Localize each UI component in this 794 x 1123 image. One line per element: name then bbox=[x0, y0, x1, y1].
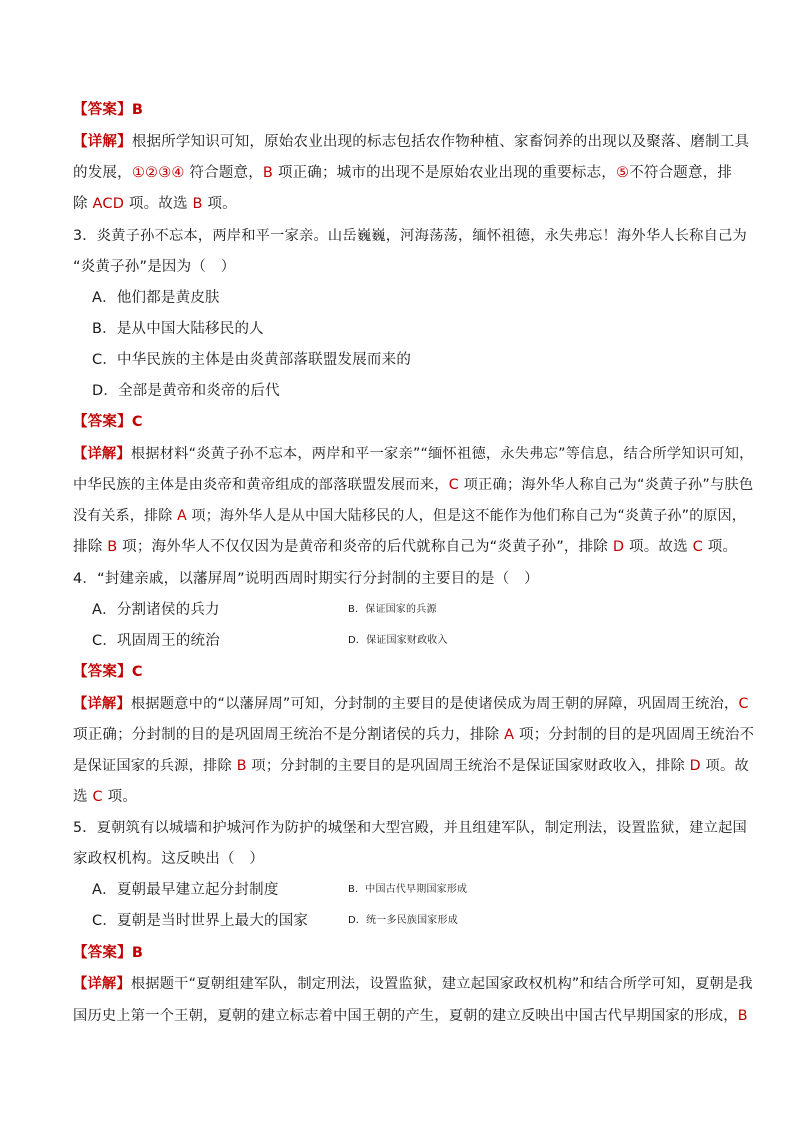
detail-line bbox=[73, 974, 753, 994]
highlight-text: ①②③④ bbox=[131, 165, 185, 181]
detail-text: 不符合题意，排 bbox=[629, 165, 733, 181]
detail-line bbox=[73, 132, 750, 152]
highlight-text: C bbox=[448, 477, 459, 493]
question-stem: “炎黄子孙”是因为（ ） bbox=[73, 259, 236, 275]
answer-value: B bbox=[131, 945, 144, 961]
detail-text: 项；海外华人是从中国大陆移民的人，但是这不能作为他们称自己为“炎黄子孙”的原因， bbox=[186, 508, 746, 524]
detail-text: 根据所学知识可知，原始农业出现的标志包括农作物种植、家畜饲养的出现以及聚落、磨制工具 bbox=[131, 134, 750, 150]
answer-line bbox=[73, 412, 733, 432]
detail-text: 项。故选 bbox=[624, 539, 693, 555]
option-d: D．全部是黄帝和炎帝的后代 bbox=[92, 383, 280, 399]
highlight-text: B bbox=[262, 165, 274, 181]
answer-tag: 【答案】 bbox=[73, 414, 132, 430]
detail-tag: 【详解】 bbox=[73, 696, 131, 712]
detail-text: 项；分封制的主要目的是巩固周王统治不是保证国家财政收入，排除 bbox=[246, 758, 690, 774]
detail-text: 除 bbox=[73, 196, 93, 212]
detail-line bbox=[73, 537, 738, 557]
detail-text: 项。故 bbox=[700, 758, 749, 774]
highlight-text: C bbox=[692, 539, 703, 555]
detail-line bbox=[73, 444, 754, 464]
detail-text: 项。 bbox=[102, 789, 138, 805]
highlight-text: B bbox=[236, 758, 247, 774]
option-a: A．分割诸侯的兵力 bbox=[92, 602, 220, 618]
detail-tag: 【详解】 bbox=[73, 446, 131, 462]
answer-value: B bbox=[131, 102, 144, 118]
highlight-text: A bbox=[177, 508, 187, 524]
option-b: B．是从中国大陆移民的人 bbox=[92, 321, 264, 337]
detail-line bbox=[73, 506, 746, 526]
answer-tag: 【答案】 bbox=[73, 664, 132, 680]
detail-text: 根据材料“炎黄子孙不忘本，两岸和平一家亲”“缅怀祖德，永失弗忘”等信息，结合所学知识可知， bbox=[130, 446, 754, 462]
question-stem: 家政权机构。这反映出（ ） bbox=[73, 851, 265, 867]
detail-text: 项；海外华人不仅仅因为是黄帝和炎帝的后代就称自己为“炎黄子孙”，排除 bbox=[117, 539, 613, 555]
detail-line bbox=[73, 756, 749, 776]
highlight-text: B bbox=[107, 539, 118, 555]
detail-line bbox=[73, 1006, 748, 1026]
detail-line bbox=[73, 787, 733, 807]
highlight-text: ⑤ bbox=[616, 165, 630, 181]
highlight-text: D bbox=[612, 539, 625, 555]
detail-line bbox=[73, 475, 754, 495]
highlight-text: C bbox=[738, 696, 749, 712]
answer-value: C bbox=[131, 414, 143, 430]
detail-text: 中华民族的主体是由炎帝和黄帝组成的部落联盟发展而来， bbox=[73, 477, 449, 493]
detail-text: 项正确；城市的出现不是原始农业出现的重要标志， bbox=[273, 165, 616, 181]
question-stem: 4．“封建亲戚，以藩屏周”说明西周时期实行分封制的主要目的是（ ） bbox=[73, 571, 539, 587]
option-c: C．中华民族的主体是由炎黄部落联盟发展而来的 bbox=[92, 352, 412, 368]
option-a: A．夏朝最早建立起分封制度 bbox=[92, 882, 279, 898]
option-d: D．统一多民族国家形成 bbox=[348, 915, 458, 926]
option-d: D．保证国家财政收入 bbox=[348, 635, 448, 646]
detail-line bbox=[73, 194, 733, 214]
option-b: B．保证国家的兵源 bbox=[348, 604, 437, 615]
answer-tag: 【答案】 bbox=[73, 945, 132, 961]
highlight-text: ACD bbox=[92, 196, 125, 212]
detail-line bbox=[73, 694, 749, 714]
detail-text: 根据题意中的“以藩屏周”可知，分封制的主要目的是使诸侯成为周王朝的屏障，巩固周王统治， bbox=[130, 696, 739, 712]
option-b: B．中国古代早期国家形成 bbox=[348, 884, 468, 895]
detail-text: 符合题意， bbox=[184, 165, 263, 181]
detail-text: 根据题干“夏朝组建军队，制定刑法，设置监狱，建立起国家政权机构”和结合所学可知，夏朝是我 bbox=[130, 976, 753, 992]
option-a: A．他们都是黄皮肤 bbox=[92, 290, 220, 306]
question-stem: 5．夏朝筑有以城墙和护城河作为防护的城堡和大型宫殿，并且组建军队，制定刑法，设置监狱，建立起国 bbox=[73, 820, 747, 836]
answer-tag: 【答案】 bbox=[73, 102, 132, 118]
detail-line bbox=[73, 725, 755, 745]
question-stem: 3．炎黄子孙不忘本，两岸和平一家亲。山岳巍巍，河海荡荡，缅怀祖德，永失弗忘！海外华人长称自己为 bbox=[73, 228, 747, 244]
answer-line bbox=[73, 943, 733, 963]
highlight-text: C bbox=[92, 789, 103, 805]
detail-tag: 【详解】 bbox=[73, 976, 131, 992]
detail-text: 项。 bbox=[702, 539, 738, 555]
answer-value: C bbox=[131, 664, 143, 680]
detail-text: 项正确；海外华人称自己为“炎黄子孙”与肤色 bbox=[458, 477, 754, 493]
detail-text: 排除 bbox=[73, 539, 108, 555]
detail-text: 选 bbox=[73, 789, 93, 805]
detail-tag: 【详解】 bbox=[73, 134, 132, 150]
answer-line bbox=[73, 100, 733, 120]
detail-text: 项正确；分封制的目的是巩固周王统治不是分割诸侯的兵力，排除 bbox=[73, 727, 505, 743]
detail-text: 项；分封制的目的是巩固周王统治不 bbox=[514, 727, 755, 743]
highlight-text: A bbox=[504, 727, 515, 743]
option-c: C．巩固周王的统治 bbox=[92, 633, 220, 649]
detail-text: 没有关系，排除 bbox=[73, 508, 178, 524]
answer-line bbox=[73, 662, 733, 682]
option-c: C．夏朝是当时世界上最大的国家 bbox=[92, 913, 309, 929]
detail-text: 项。故选 bbox=[124, 196, 193, 212]
detail-text: 项。 bbox=[202, 196, 237, 212]
highlight-text: D bbox=[689, 758, 701, 774]
detail-text: 国历史上第一个王朝，夏朝的建立标志着中国王朝的产生，夏朝的建立反映出中国古代早期国家的形成， bbox=[73, 1008, 738, 1024]
detail-text: 的发展， bbox=[73, 165, 132, 181]
detail-line bbox=[73, 163, 733, 183]
highlight-text: B bbox=[737, 1008, 748, 1024]
highlight-text: B bbox=[192, 196, 203, 212]
detail-text: 是保证国家的兵源，排除 bbox=[73, 758, 237, 774]
